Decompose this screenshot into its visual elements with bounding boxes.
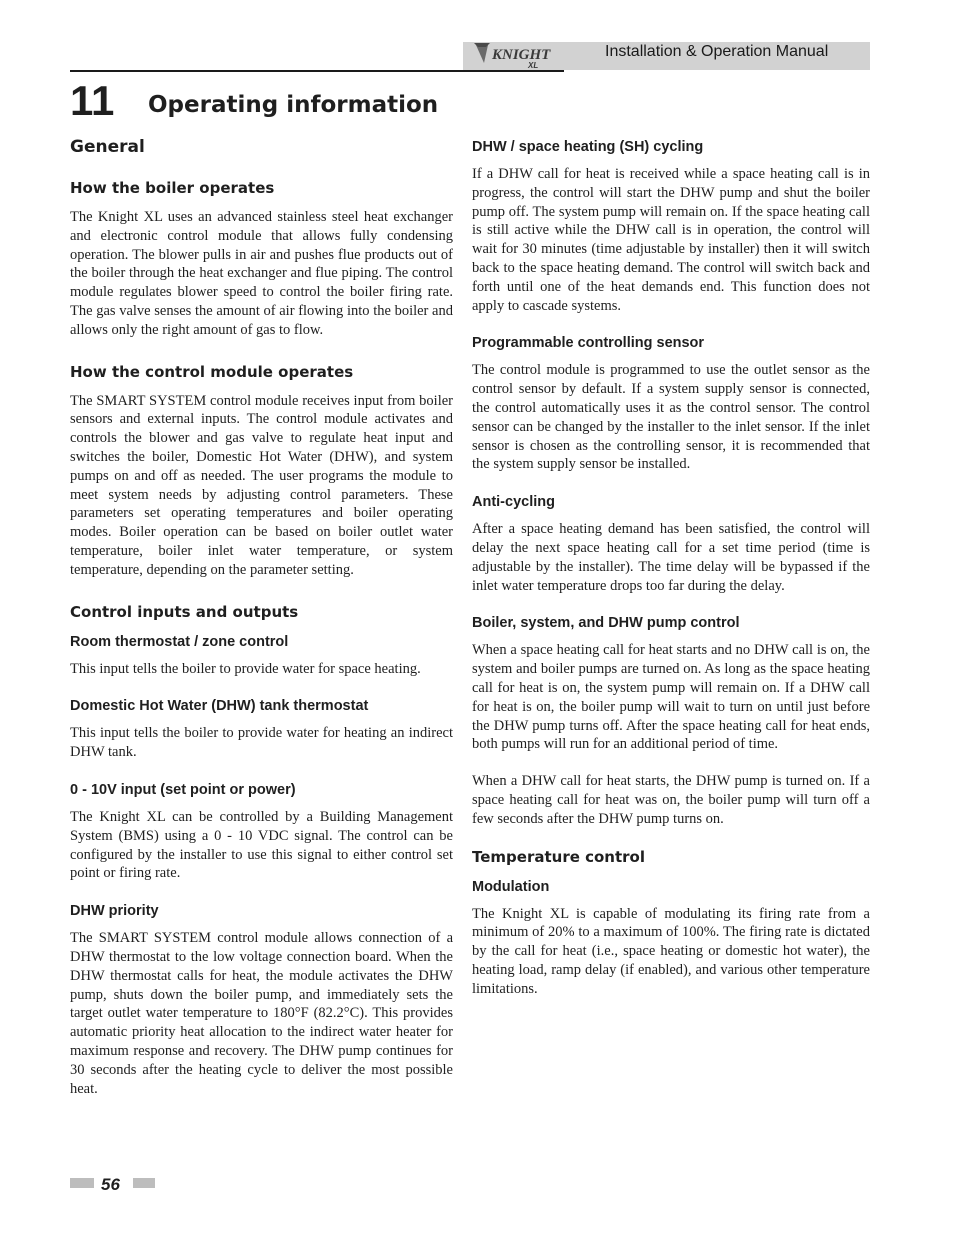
heading-dhw-priority: DHW priority bbox=[70, 903, 159, 920]
heading-control-inputs: Control inputs and outputs bbox=[70, 602, 299, 621]
heading-pump-control: Boiler, system, and DHW pump control bbox=[472, 615, 740, 632]
heading-dhw-sh-cycling: DHW / space heating (SH) cycling bbox=[472, 139, 704, 155]
heading-temperature-control: Temperature control bbox=[472, 847, 646, 866]
heading-control-module: How the control module operates bbox=[70, 362, 354, 381]
heading-room-thermostat: Room thermostat / zone control bbox=[70, 633, 289, 650]
footer-bar-left bbox=[70, 1178, 94, 1188]
section-heading-general: General bbox=[70, 137, 145, 157]
manual-title: Installation & Operation Manual bbox=[605, 43, 829, 60]
chapter-number: 11 bbox=[70, 77, 115, 124]
paragraph-10v-input: The Knight XL can be controlled by a Building Management System (BMS) using a 0 - 10 VDC signal. The control can be configured by the installer to use this signal to either control set point or firing rate. bbox=[70, 808, 453, 882]
heading-boiler-operates: How the boiler operates bbox=[70, 179, 275, 197]
page-number: 56 bbox=[101, 1175, 120, 1194]
paragraph-pump-control-2: When a DHW call for heat starts, the DHW pump is turned on. If a space heating call for heat was on, the boiler pump will turn off a few seconds after the DHW pump turns on. bbox=[472, 773, 870, 827]
paragraph-control-module: The SMART SYSTEM control module receives input from boiler sensors and external inputs. The control module activates and controls the blower and gas valve to regulate heat input and switches the boiler, Domestic Hot Water (DHW), and system pumps on and off as needed. The user programs the module to meet system needs by adjusting control parameters. These parameters set operating temperatures and boiler operating modes. Boiler operation can be based on boiler outlet water temperature, boiler inlet water temperature, or system temperature, depending on the parameter setting. bbox=[70, 392, 453, 578]
left-column bbox=[70, 136, 453, 1098]
chapter-title: Operating information bbox=[148, 92, 439, 118]
logo-lettering: KNIGHT bbox=[492, 47, 551, 63]
paragraph-dhw-sh-cycling: If a DHW call for heat is received while a space heating call is in progress, the control will start the DHW pump and shut the boiler pump off. The system pump will remain on. If the space heating call is still active while the DHW call is in operation, the control will wait for 30 minutes (time adjustable by installer) then it will switch back to the space heating demand. The control will switch back and forth until one of the heat demands end. This function does not apply to cascade systems. bbox=[472, 166, 870, 314]
paragraph-pump-control-1: When a space heating call for heat starts and no DHW call is on, the system and boiler pumps are turned on. As long as the space heating call for heat is on, the system pump will remain on. If a DHW call for heat is on, the boiler pump will wait to turn on until just before the DHW pump turns off. After the space heating call for heat ends, both pumps will run for an additional period of time. bbox=[472, 642, 870, 753]
heading-10v-input: 0 - 10V input (set point or power) bbox=[70, 781, 296, 798]
heading-anti-cycling: Anti-cycling bbox=[472, 494, 555, 511]
paragraph-room-thermostat: This input tells the boiler to provide water for space heating. bbox=[70, 660, 421, 677]
right-column bbox=[472, 137, 870, 999]
paragraph-controlling-sensor: The control module is programmed to use the outlet sensor as the control sensor by default. If a system supply sensor is connected, the control automatically uses it as the control sensor. The control sensor can be changed by the installer to the inlet sensor. If the inlet sensor is chosen as the controlling sensor, it is recommended that the system supply sensor be installed. bbox=[472, 362, 870, 473]
heading-dhw-tank: Domestic Hot Water (DHW) tank thermostat bbox=[70, 698, 369, 715]
svg-text:XL: XL bbox=[528, 61, 539, 70]
knight-xl-logo bbox=[472, 41, 556, 71]
paragraph-dhw-priority: The SMART SYSTEM control module allows connection of a DHW thermostat to the low voltage connection board. When the DHW thermostat calls for heat, the module activates the DHW pump, shuts down the boiler pump, and immediately sets the target outlet water temperature to 180°F (82.2°C). This provides automatic priority heat allocation to the indirect water heater for maximum response and recovery. The DHW pump continues for 30 seconds after the heating cycle to deliver the most possible heat. bbox=[70, 930, 453, 1097]
paragraph-boiler-operates: The Knight XL uses an advanced stainless steel heat exchanger and electronic control module that allows fully condensing operation. The blower pulls in air and pushes flue products out of the boiler through the heat exchanger and flue piping. The control module regulates blower speed to control the boiler firing rate. The gas valve senses the amount of air flowing into the boiler and allows only the right amount of gas to flow. bbox=[70, 209, 453, 338]
paragraph-modulation: The Knight XL is capable of modulating its firing rate from a minimum of 20% to a maximum of 100%. The firing rate is dictated by the call for heat (i.e., space heating or domestic hot water), the heating load, ramp delay (if enabled), and various other temperature limitations. bbox=[472, 905, 870, 997]
heading-controlling-sensor: Programmable controlling sensor bbox=[472, 335, 705, 352]
heading-modulation: Modulation bbox=[472, 878, 550, 895]
footer-bar-right bbox=[133, 1178, 155, 1188]
paragraph-dhw-tank: This input tells the boiler to provide water for heating an indirect DHW tank. bbox=[70, 725, 453, 761]
paragraph-anti-cycling: After a space heating demand has been satisfied, the control will delay the next space heating call for a set time period (time is adjustable by the installer). The time delay will be bypassed if the inlet water temperature drops too far during the delay. bbox=[472, 521, 870, 594]
header-rule bbox=[70, 70, 564, 72]
